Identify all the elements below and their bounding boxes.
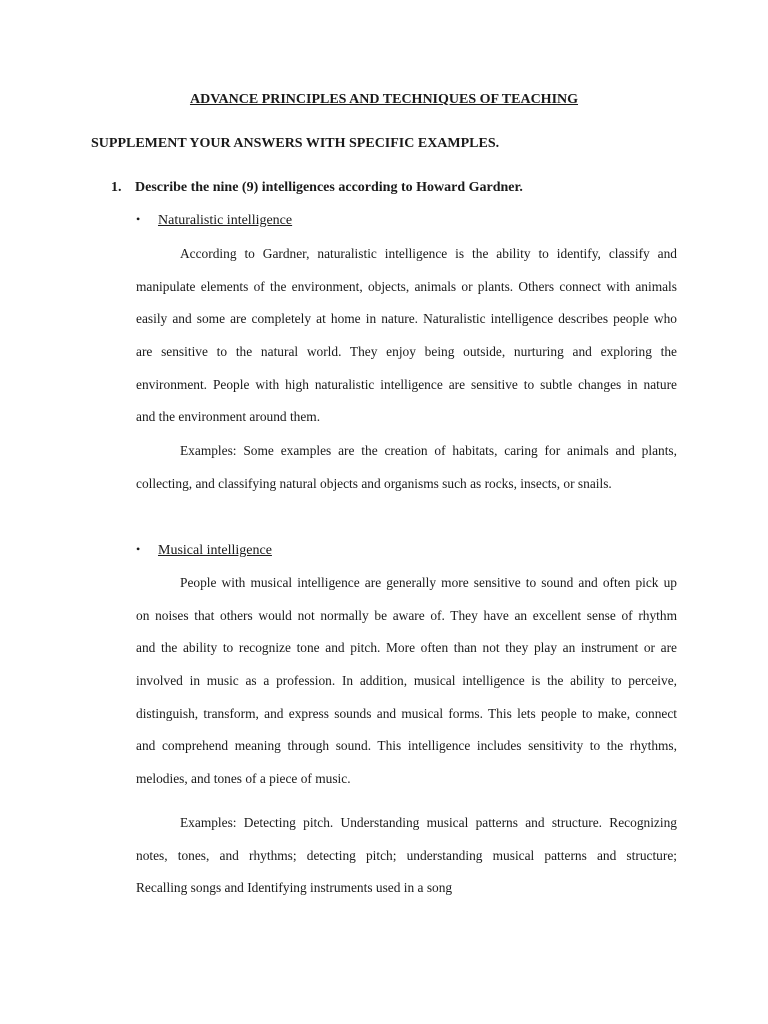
paragraph-line: Examples: Some examples are the creation of habitats, caring for animals and plants, [180,443,677,458]
paragraph-line: People with musical intelligence are generally more sensitive to sound and often pick up [180,575,677,590]
question-text: Describe the nine (9) intelligences according to Howard Gardner. [135,180,523,195]
paragraph-line: on noises that others would not normally be aware of. They have an excellent sense of rhythm [136,607,677,623]
section-heading-label: Naturalistic intelligence [158,213,293,228]
question-number: 1. [111,180,122,195]
paragraph-line: notes, tones, and rhythms; detecting pitch; understanding musical patterns and structure; [136,847,677,863]
paragraph-line: distinguish, transform, and express sounds and musical forms. This lets people to make, connect [136,705,677,721]
paragraph-line: manipulate elements of the environment, objects, animals or plants. Others connect with animals [136,278,677,294]
section-heading-naturalistic [136,212,292,229]
bullet-icon: • [136,542,141,556]
paragraph-line: and the environment around them. [136,409,321,425]
paragraph-line: melodies, and tones of a piece of music. [136,771,351,787]
paragraph-line: Recalling songs and Identifying instruments used in a song [136,880,453,896]
paragraph-line: involved in music as a profession. In addition, musical intelligence is the ability to perceive, [136,673,677,689]
paragraph-line: are sensitive to the natural world. They enjoy being outside, nurturing and exploring the [136,344,677,360]
naturalistic-description [136,238,677,434]
instruction-text: SUPPLEMENT YOUR ANSWERS WITH SPECIFIC EXAMPLES. [91,136,500,151]
paragraph-line: collecting, and classifying natural objects and organisms such as rocks, insects, or snails. [136,475,612,491]
bullet-icon: • [136,212,141,226]
musical-description [136,567,677,796]
paragraph-line: According to Gardner, naturalistic intelligence is the ability to identify, classify and [180,246,677,261]
document-title: ADVANCE PRINCIPLES AND TECHNIQUES OF TEACHING [189,92,579,107]
paragraph-line: Examples: Detecting pitch. Understanding musical patterns and structure. Recognizing [180,815,677,830]
paragraph-line: easily and some are completely at home in nature. Naturalistic intelligence describes people who [136,311,677,327]
paragraph-line: and comprehend meaning through sound. This intelligence includes sensitivity to the rhythms, [136,738,677,754]
section-heading-musical [136,542,272,559]
paragraph-line: and the ability to recognize tone and pitch. More often than not they play an instrument or are [136,640,677,656]
paragraph-line: environment. People with high naturalistic intelligence are sensitive to subtle changes in nature [136,376,677,392]
question-1 [111,180,523,196]
naturalistic-examples [136,435,677,500]
section-heading-label: Musical intelligence [158,543,272,558]
musical-examples [136,807,677,905]
